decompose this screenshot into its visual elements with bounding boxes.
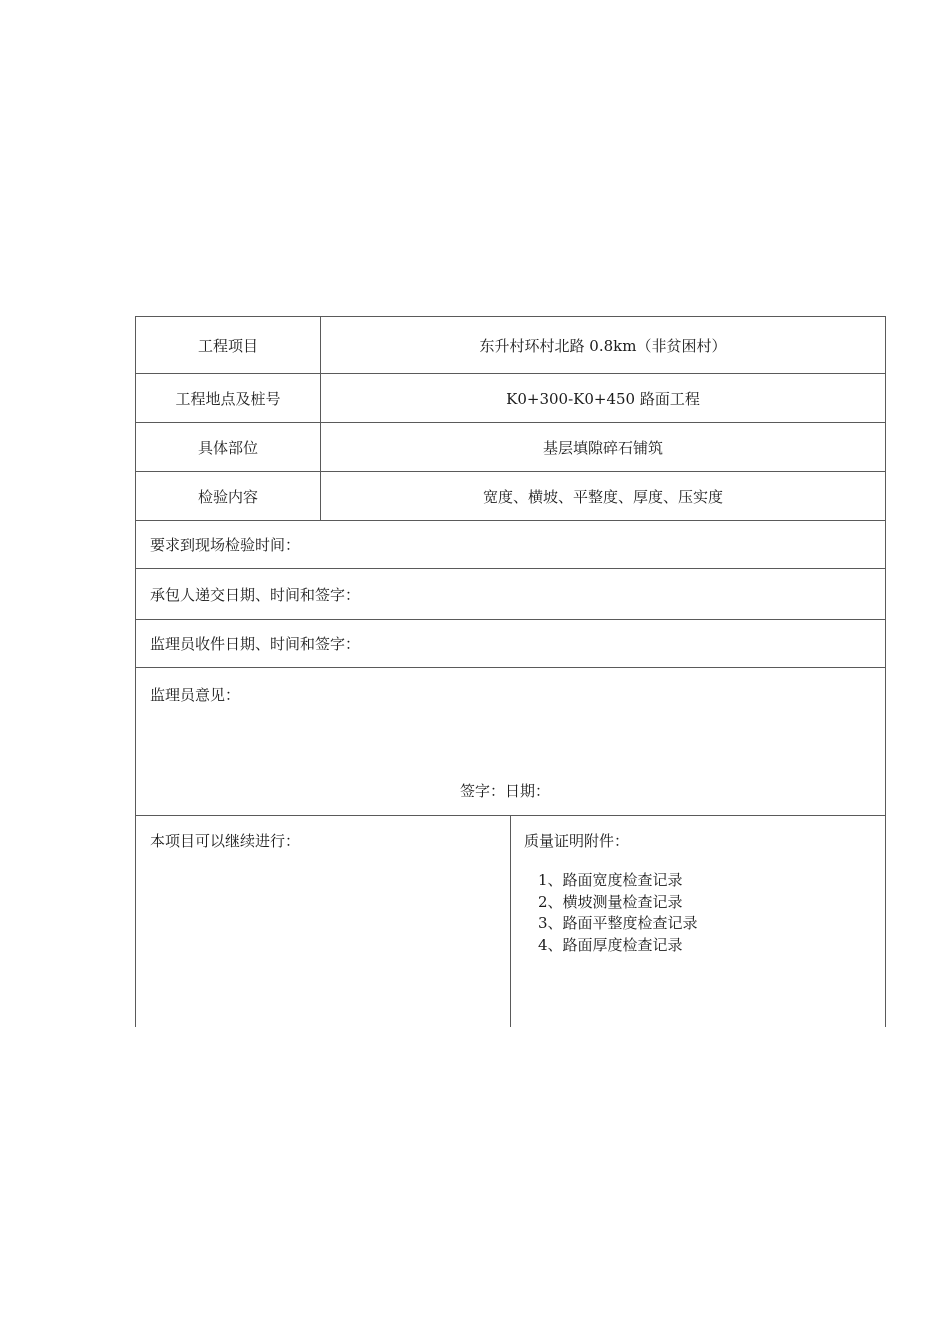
supervisor-opinion-row (136, 668, 885, 816)
continue-attachments-row (136, 816, 885, 1027)
location-value: K0+300-K0+450 路面工程 (506, 389, 700, 408)
project-value: 东升村环村北路 0.8km（非贫困村） (479, 336, 727, 355)
attachments-cell (511, 816, 885, 1027)
attachment-item: 4、路面厚度检查记录 (538, 935, 683, 954)
contractor-submit-row (136, 569, 885, 620)
content-row (136, 472, 885, 521)
attachment-item: 2、横坡测量检查记录 (538, 892, 683, 911)
attachment-item: 1、路面宽度检查记录 (538, 871, 683, 889)
attachments-list (538, 870, 698, 956)
continue-label: 本项目可以继续进行： (150, 832, 301, 850)
attachment-item: 3、路面平整度检查记录 (538, 914, 698, 932)
location-row (136, 374, 885, 423)
project-label: 工程项目 (136, 317, 321, 373)
contractor-submit-label: 承包人递交日期、时间和签字： (150, 585, 361, 604)
content-label: 检验内容 (136, 472, 321, 520)
location-label: 工程地点及桩号 (136, 374, 321, 422)
part-label: 具体部位 (136, 423, 321, 471)
content-value: 宽度、横坡、平整度、厚度、压实度 (482, 487, 723, 506)
continue-cell (136, 816, 511, 1027)
part-value: 基层填隙碎石铺筑 (542, 438, 663, 457)
supervisor-opinion-label: 监理员意见： (150, 686, 241, 704)
supervisor-receive-label: 监理员收件日期、时间和签字： (150, 635, 361, 653)
signature-date-label: 签字：日期： (460, 782, 551, 800)
inspection-request-form (135, 316, 886, 1027)
project-row (136, 317, 885, 374)
supervisor-receive-row (136, 620, 885, 668)
attachments-title: 质量证明附件： (524, 832, 630, 850)
onsite-time-row (136, 521, 885, 569)
onsite-time-label: 要求到现场检验时间： (150, 536, 301, 554)
part-row (136, 423, 885, 472)
